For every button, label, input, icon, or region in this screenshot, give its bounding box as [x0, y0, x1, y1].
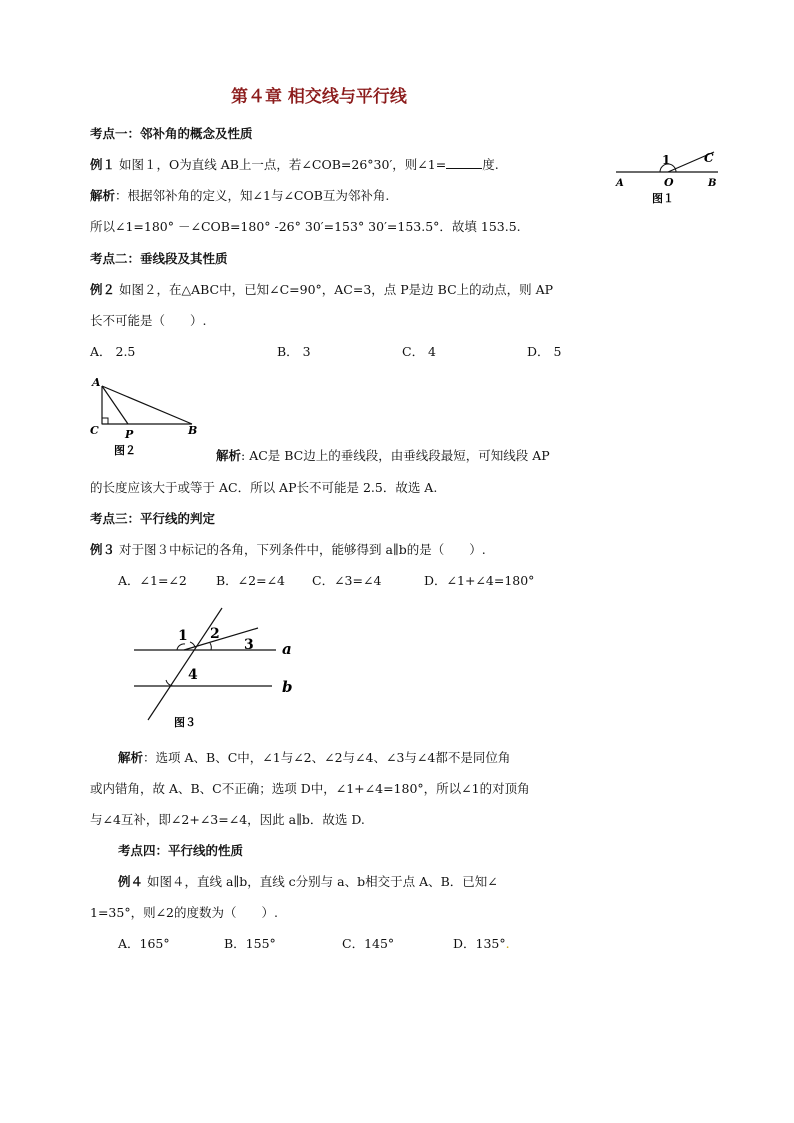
label-angle-3: 3 — [244, 637, 254, 653]
figure-2-caption: 图２ — [114, 444, 136, 457]
analysis-label: 解析 — [216, 448, 242, 463]
label-o: O — [664, 176, 674, 189]
example-1-unit: 度. — [482, 157, 499, 172]
example-4-text: 如图４，直线 a∥b，直线 c分别与 a、b相交于点 A、B．已知∠ — [143, 874, 498, 889]
example-4-label: 例４ — [118, 874, 144, 889]
example-3-option-b: B．∠2=∠4 — [216, 573, 286, 588]
example-2-question-line-2: 长不可能是（ ）. — [90, 313, 207, 328]
example-3-option-a: A．∠1=∠2 — [118, 573, 187, 588]
page-title: 第４章 相交线与平行线 — [231, 87, 407, 107]
label-angle-2: 2 — [210, 626, 220, 642]
example-4-option-a: A．165° — [118, 936, 170, 951]
example-4-option-c: C．145° — [342, 936, 395, 951]
analysis-text: : AC是 BC边上的垂线段，由垂线段最短，可知线段 AP — [241, 448, 550, 463]
section-heading-3: 考点三：平行线的判定 — [90, 511, 216, 526]
figure-1-caption: 图１ — [652, 192, 674, 205]
label-a: A — [616, 178, 624, 189]
example-3-label: 例３ — [90, 542, 116, 557]
example-1-analysis-line-2: 所以∠1=180° －∠COB=180° -26° 30′=153° 30′=153.5°．故填 153.5. — [90, 219, 521, 234]
label-c: C — [704, 151, 714, 165]
example-2-option-d: D． 5 — [527, 344, 562, 359]
example-4-question-line-2: 1=35°，则∠2的度数为（ ）. — [90, 905, 278, 920]
example-2-option-a: A． 2.5 — [90, 344, 136, 359]
label-a: A — [92, 376, 101, 389]
example-3-question — [90, 541, 486, 559]
label-p: P — [125, 428, 134, 441]
example-2-analysis-line-1 — [216, 447, 550, 465]
example-2-option-b: B． 3 — [277, 344, 311, 359]
analysis-text: ：选项 A、B、C中，∠1与∠2、∠2与∠4、∠3与∠4都不是同位角 — [143, 750, 511, 765]
section-heading-2: 考点二：垂线段及其性质 — [90, 251, 228, 266]
angle-arc-3 — [210, 643, 211, 650]
transversal — [148, 608, 222, 720]
example-3-option-c: C．∠3=∠4 — [312, 573, 382, 588]
label-line-b: b — [282, 678, 293, 696]
figure-3 — [128, 604, 308, 734]
example-2-option-c: C． 4 — [402, 344, 436, 359]
option-d-text: D．135° — [453, 936, 506, 951]
label-angle-4: 4 — [188, 667, 198, 683]
label-c: C — [90, 424, 99, 437]
example-1-text: 如图１，O为直线 AB上一点，若∠COB=26°30′，则∠1= — [119, 157, 447, 172]
section-heading-1: 考点一：邻补角的概念及性质 — [90, 126, 253, 141]
figure-2 — [86, 374, 216, 462]
example-3-analysis-line-2: 或内错角，故 A、B、C不正确；选项 D中，∠1+∠4=180°，所以∠1的对顶角 — [90, 781, 530, 796]
label-angle-1: 1 — [662, 153, 671, 167]
example-1-label: 例１ — [90, 157, 116, 172]
section-heading-4: 考点四：平行线的性质 — [118, 843, 244, 858]
label-b: B — [708, 178, 717, 189]
end-mark: . — [505, 936, 510, 951]
example-2-question-line-1 — [90, 281, 553, 299]
example-3-analysis-line-3: 与∠4互补，即∠2+∠3=∠4，因此 a∥b．故选 D. — [90, 812, 365, 827]
example-4-question-line-1 — [118, 873, 498, 891]
figure-3-caption: 图３ — [174, 716, 196, 729]
analysis-label: 解析 — [118, 750, 144, 765]
label-line-a: a — [282, 640, 292, 658]
right-angle-mark — [102, 418, 108, 424]
example-1-question — [90, 156, 499, 174]
answer-blank — [446, 156, 482, 169]
figure-1 — [600, 148, 730, 208]
angle-arc-2 — [190, 642, 195, 647]
example-4-option-b: B．155° — [224, 936, 276, 951]
analysis-label: 解析 — [90, 188, 116, 203]
example-1-analysis-line-1 — [90, 187, 389, 205]
example-3-option-d: D．∠1+∠4=180° — [424, 573, 535, 588]
example-2-label: 例２ — [90, 282, 116, 297]
label-b: B — [188, 424, 198, 437]
example-2-analysis-line-2: 的长度应该大于或等于 AC．所以 AP长不可能是 2.5．故选 A. — [90, 480, 438, 495]
example-3-text: 对于图３中标记的各角，下列条件中，能够得到 a∥b的是（ ）. — [115, 542, 486, 557]
angle-arc-1 — [177, 644, 185, 650]
label-angle-1: 1 — [178, 628, 188, 644]
example-2-text: 如图２，在△ABC中，已知∠C=90°，AC=3，点 P是边 BC上的动点，则 AP — [115, 282, 554, 297]
example-4-option-d — [453, 935, 510, 953]
example-3-analysis-line-1 — [118, 749, 510, 767]
analysis-text: ：根据邻补角的定义，知∠1与∠COB互为邻补角. — [115, 188, 390, 203]
